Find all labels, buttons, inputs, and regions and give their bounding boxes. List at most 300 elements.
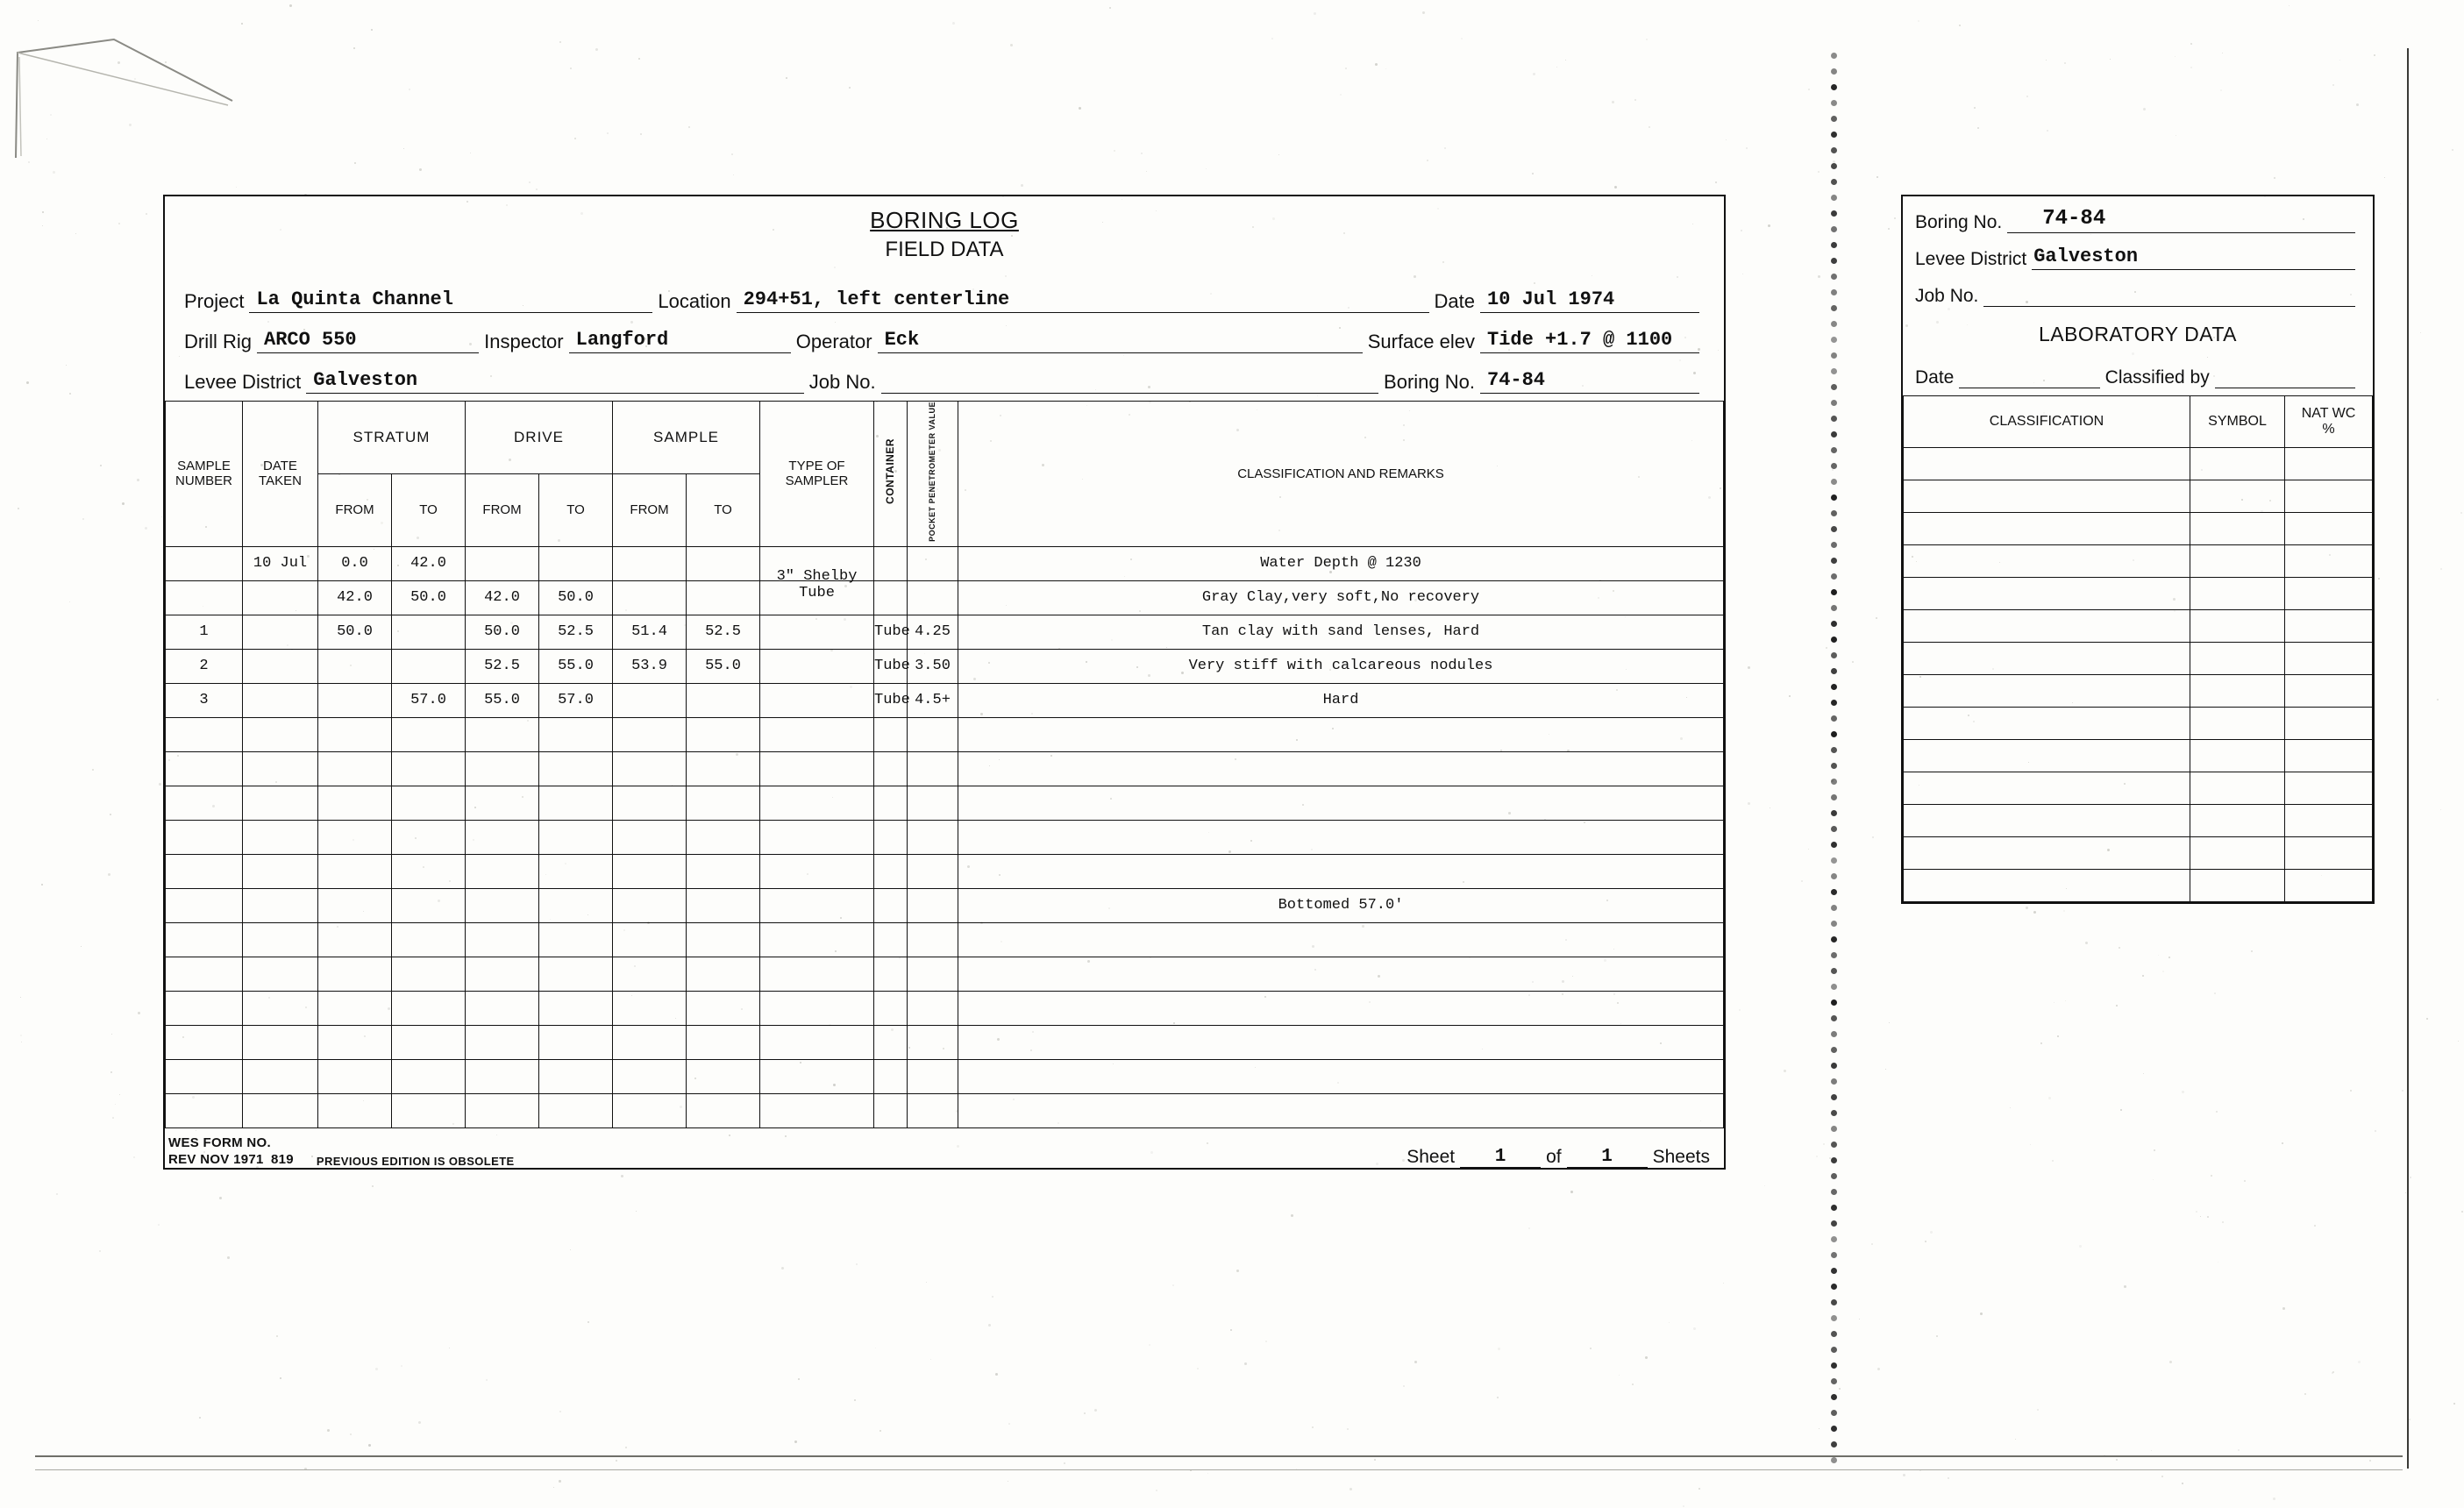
lab-nat-wc-cell[interactable] bbox=[2285, 578, 2373, 610]
drill-rig-input[interactable] bbox=[257, 328, 479, 353]
sample-number-cell[interactable] bbox=[166, 991, 243, 1025]
stratum-to-cell[interactable] bbox=[392, 888, 466, 922]
lab-symbol-cell[interactable] bbox=[2190, 708, 2285, 740]
drive-to-cell[interactable] bbox=[539, 1025, 613, 1059]
sample-from-cell[interactable] bbox=[613, 683, 687, 717]
lab-job-no-input[interactable] bbox=[1983, 283, 2355, 307]
date-taken-cell[interactable] bbox=[243, 786, 318, 820]
container-cell[interactable] bbox=[874, 751, 908, 786]
type-of-sampler-cell[interactable] bbox=[760, 991, 874, 1025]
drive-to-cell[interactable] bbox=[539, 1093, 613, 1127]
drive-to-cell[interactable] bbox=[539, 751, 613, 786]
container-cell[interactable] bbox=[874, 991, 908, 1025]
lab-nat-wc-cell[interactable] bbox=[2285, 708, 2373, 740]
date-taken-cell[interactable] bbox=[243, 580, 318, 615]
drive-to-cell[interactable] bbox=[539, 717, 613, 751]
type-of-sampler-cell[interactable] bbox=[760, 751, 874, 786]
classification-remarks-cell[interactable]: Bottomed 57.0' bbox=[958, 888, 1724, 922]
lab-date-input[interactable] bbox=[1959, 365, 2099, 388]
drive-from-cell[interactable] bbox=[466, 991, 539, 1025]
stratum-to-cell[interactable] bbox=[392, 1059, 466, 1093]
table-row[interactable] bbox=[166, 854, 1724, 888]
sample-to-cell[interactable] bbox=[687, 786, 760, 820]
stratum-from-cell[interactable]: 0.0 bbox=[318, 546, 392, 580]
pocket-penetrometer-cell[interactable] bbox=[908, 957, 958, 991]
lab-classification-cell[interactable] bbox=[1904, 837, 2190, 870]
container-cell[interactable] bbox=[874, 1025, 908, 1059]
lab-symbol-cell[interactable] bbox=[2190, 837, 2285, 870]
type-of-sampler-cell[interactable] bbox=[760, 922, 874, 957]
classification-remarks-cell[interactable]: Tan clay with sand lenses, Hard bbox=[958, 615, 1724, 649]
sample-to-cell[interactable] bbox=[687, 957, 760, 991]
list-item[interactable] bbox=[1904, 643, 2373, 675]
sample-to-cell[interactable]: 55.0 bbox=[687, 649, 760, 683]
container-cell[interactable] bbox=[874, 580, 908, 615]
classification-remarks-cell[interactable] bbox=[958, 991, 1724, 1025]
date-taken-cell[interactable] bbox=[243, 957, 318, 991]
stratum-from-cell[interactable] bbox=[318, 683, 392, 717]
surface-elev-input[interactable] bbox=[1480, 328, 1699, 353]
sample-number-cell[interactable]: 1 bbox=[166, 615, 243, 649]
pocket-penetrometer-cell[interactable] bbox=[908, 1025, 958, 1059]
type-of-sampler-cell[interactable] bbox=[760, 820, 874, 854]
sample-to-cell[interactable] bbox=[687, 1025, 760, 1059]
type-of-sampler-cell[interactable] bbox=[760, 717, 874, 751]
stratum-from-cell[interactable] bbox=[318, 957, 392, 991]
table-row[interactable] bbox=[166, 615, 1724, 649]
list-item[interactable] bbox=[1904, 805, 2373, 837]
drive-from-cell[interactable] bbox=[466, 546, 539, 580]
sample-number-cell[interactable]: 2 bbox=[166, 649, 243, 683]
lab-nat-wc-cell[interactable] bbox=[2285, 805, 2373, 837]
list-item[interactable] bbox=[1904, 578, 2373, 610]
list-item[interactable] bbox=[1904, 708, 2373, 740]
lab-classification-cell[interactable] bbox=[1904, 513, 2190, 545]
lab-nat-wc-cell[interactable] bbox=[2285, 772, 2373, 805]
sample-from-cell[interactable] bbox=[613, 854, 687, 888]
sample-number-cell[interactable]: 3 bbox=[166, 683, 243, 717]
pocket-penetrometer-cell[interactable] bbox=[908, 786, 958, 820]
type-of-sampler-cell[interactable] bbox=[760, 957, 874, 991]
lab-symbol-cell[interactable] bbox=[2190, 740, 2285, 772]
drive-from-cell[interactable]: 50.0 bbox=[466, 615, 539, 649]
container-cell[interactable]: Tube bbox=[874, 649, 908, 683]
lab-symbol-cell[interactable] bbox=[2190, 448, 2285, 480]
date-taken-cell[interactable] bbox=[243, 820, 318, 854]
pocket-penetrometer-cell[interactable] bbox=[908, 888, 958, 922]
table-row[interactable] bbox=[166, 922, 1724, 957]
lab-symbol-cell[interactable] bbox=[2190, 513, 2285, 545]
table-row[interactable] bbox=[166, 1093, 1724, 1127]
stratum-from-cell[interactable] bbox=[318, 991, 392, 1025]
list-item[interactable] bbox=[1904, 675, 2373, 708]
sample-from-cell[interactable] bbox=[613, 717, 687, 751]
sample-from-cell[interactable] bbox=[613, 751, 687, 786]
classification-remarks-cell[interactable] bbox=[958, 922, 1724, 957]
lab-nat-wc-cell[interactable] bbox=[2285, 545, 2373, 578]
type-of-sampler-cell[interactable]: 3" Shelby Tube bbox=[760, 568, 874, 602]
lab-classification-cell[interactable] bbox=[1904, 643, 2190, 675]
container-cell[interactable] bbox=[874, 820, 908, 854]
sample-number-cell[interactable] bbox=[166, 546, 243, 580]
list-item[interactable] bbox=[1904, 513, 2373, 545]
sample-to-cell[interactable] bbox=[687, 580, 760, 615]
type-of-sampler-cell[interactable] bbox=[760, 888, 874, 922]
sample-from-cell[interactable] bbox=[613, 786, 687, 820]
drive-to-cell[interactable] bbox=[539, 1059, 613, 1093]
pocket-penetrometer-cell[interactable] bbox=[908, 820, 958, 854]
container-cell[interactable] bbox=[874, 1059, 908, 1093]
pocket-penetrometer-cell[interactable] bbox=[908, 580, 958, 615]
table-row[interactable] bbox=[166, 786, 1724, 820]
pocket-penetrometer-cell[interactable] bbox=[908, 717, 958, 751]
stratum-from-cell[interactable] bbox=[318, 888, 392, 922]
list-item[interactable] bbox=[1904, 545, 2373, 578]
lab-nat-wc-cell[interactable] bbox=[2285, 675, 2373, 708]
list-item[interactable] bbox=[1904, 448, 2373, 480]
date-label: Date bbox=[1434, 290, 1475, 312]
classification-remarks-cell[interactable] bbox=[958, 820, 1724, 854]
lab-classification-cell[interactable] bbox=[1904, 740, 2190, 772]
lab-nat-wc-cell[interactable] bbox=[2285, 643, 2373, 675]
table-row[interactable] bbox=[166, 649, 1724, 683]
type-of-sampler-cell[interactable] bbox=[760, 1059, 874, 1093]
lab-nat-wc-cell[interactable] bbox=[2285, 870, 2373, 902]
stratum-to-cell[interactable] bbox=[392, 854, 466, 888]
job-no-input[interactable] bbox=[881, 368, 1378, 394]
lab-classification-cell[interactable] bbox=[1904, 870, 2190, 902]
stratum-from-cell[interactable] bbox=[318, 1025, 392, 1059]
stratum-to-cell[interactable] bbox=[392, 786, 466, 820]
table-row[interactable] bbox=[166, 683, 1724, 717]
drive-from-cell[interactable] bbox=[466, 786, 539, 820]
pocket-penetrometer-cell[interactable] bbox=[908, 1093, 958, 1127]
list-item[interactable] bbox=[1904, 870, 2373, 902]
sample-to-cell[interactable] bbox=[687, 717, 760, 751]
stratum-to-cell[interactable] bbox=[392, 1093, 466, 1127]
drive-from-cell[interactable] bbox=[466, 1025, 539, 1059]
classification-remarks-cell[interactable] bbox=[958, 1093, 1724, 1127]
drive-to-cell[interactable]: 50.0 bbox=[539, 580, 613, 615]
sample-from-cell[interactable] bbox=[613, 922, 687, 957]
stratum-from-cell[interactable] bbox=[318, 717, 392, 751]
container-cell[interactable]: Tube bbox=[874, 615, 908, 649]
lab-nat-wc-cell[interactable] bbox=[2285, 448, 2373, 480]
sample-to-cell[interactable] bbox=[687, 1093, 760, 1127]
container-cell[interactable] bbox=[874, 1093, 908, 1127]
sheet-number-input[interactable]: 1 bbox=[1460, 1147, 1541, 1168]
lab-classification-cell[interactable] bbox=[1904, 675, 2190, 708]
drive-from-cell[interactable]: 52.5 bbox=[466, 649, 539, 683]
sample-from-cell[interactable] bbox=[613, 1025, 687, 1059]
drive-from-cell[interactable] bbox=[466, 820, 539, 854]
location-input[interactable] bbox=[737, 288, 1429, 313]
col-type-of-sampler-line2: SAMPLER bbox=[785, 473, 849, 489]
container-cell[interactable] bbox=[874, 546, 908, 580]
sample-to-cell[interactable] bbox=[687, 751, 760, 786]
project-input[interactable] bbox=[249, 288, 652, 313]
date-taken-cell[interactable] bbox=[243, 922, 318, 957]
drive-from-cell[interactable] bbox=[466, 751, 539, 786]
drive-from-cell[interactable] bbox=[466, 957, 539, 991]
list-item[interactable] bbox=[1904, 772, 2373, 805]
table-row[interactable] bbox=[166, 751, 1724, 786]
sample-from-cell[interactable] bbox=[613, 546, 687, 580]
container-cell[interactable]: Tube bbox=[874, 683, 908, 717]
table-row[interactable] bbox=[166, 888, 1724, 922]
stratum-to-cell[interactable]: 57.0 bbox=[392, 683, 466, 717]
sample-number-cell[interactable] bbox=[166, 580, 243, 615]
levee-district-input[interactable] bbox=[306, 368, 803, 394]
lab-levee-district-input[interactable] bbox=[2032, 246, 2355, 270]
drive-from-cell[interactable] bbox=[466, 854, 539, 888]
table-row[interactable] bbox=[166, 580, 1724, 615]
sample-from-cell[interactable]: 53.9 bbox=[613, 649, 687, 683]
container-cell[interactable] bbox=[874, 922, 908, 957]
lab-nat-wc-cell[interactable] bbox=[2285, 837, 2373, 870]
sample-from-cell[interactable] bbox=[613, 580, 687, 615]
operator-input[interactable] bbox=[878, 328, 1363, 353]
sample-from-cell[interactable] bbox=[613, 957, 687, 991]
lab-symbol-cell[interactable] bbox=[2190, 578, 2285, 610]
col-stratum-to: TO bbox=[392, 473, 466, 546]
type-of-sampler-cell[interactable] bbox=[760, 854, 874, 888]
stratum-to-cell[interactable] bbox=[392, 957, 466, 991]
sample-number-cell[interactable] bbox=[166, 820, 243, 854]
boring-no-input[interactable] bbox=[1480, 368, 1699, 394]
lab-boring-no-input[interactable] bbox=[2007, 207, 2355, 233]
drive-to-cell[interactable] bbox=[539, 854, 613, 888]
drive-to-cell[interactable] bbox=[539, 888, 613, 922]
classification-remarks-cell[interactable] bbox=[958, 1059, 1724, 1093]
binder-hole-column bbox=[1831, 53, 1840, 1464]
classification-remarks-cell[interactable] bbox=[958, 854, 1724, 888]
lab-classification-cell[interactable] bbox=[1904, 805, 2190, 837]
sample-number-cell[interactable] bbox=[166, 1093, 243, 1127]
table-row[interactable] bbox=[166, 1025, 1724, 1059]
date-taken-cell[interactable] bbox=[243, 717, 318, 751]
sample-from-cell[interactable] bbox=[613, 1093, 687, 1127]
table-row[interactable] bbox=[166, 717, 1724, 751]
sample-from-cell[interactable] bbox=[613, 1059, 687, 1093]
drive-to-cell[interactable]: 57.0 bbox=[539, 683, 613, 717]
date-taken-cell[interactable] bbox=[243, 1093, 318, 1127]
container-cell[interactable] bbox=[874, 786, 908, 820]
lab-nat-wc-cell[interactable] bbox=[2285, 610, 2373, 643]
pocket-penetrometer-cell[interactable]: 3.50 bbox=[908, 649, 958, 683]
stratum-to-cell[interactable] bbox=[392, 649, 466, 683]
lab-symbol-cell[interactable] bbox=[2190, 643, 2285, 675]
drive-from-cell[interactable]: 55.0 bbox=[466, 683, 539, 717]
sample-number-cell[interactable] bbox=[166, 922, 243, 957]
lab-classification-cell[interactable] bbox=[1904, 772, 2190, 805]
classification-remarks-cell[interactable]: Very stiff with calcareous nodules bbox=[958, 649, 1724, 683]
drive-to-cell[interactable] bbox=[539, 991, 613, 1025]
lab-classification-cell[interactable] bbox=[1904, 480, 2190, 513]
pocket-penetrometer-cell[interactable] bbox=[908, 991, 958, 1025]
stratum-from-cell[interactable] bbox=[318, 751, 392, 786]
sample-number-cell[interactable] bbox=[166, 1059, 243, 1093]
date-taken-cell[interactable] bbox=[243, 1025, 318, 1059]
date-input[interactable] bbox=[1480, 288, 1699, 313]
sample-to-cell[interactable] bbox=[687, 991, 760, 1025]
stratum-to-cell[interactable] bbox=[392, 1025, 466, 1059]
stratum-from-cell[interactable] bbox=[318, 649, 392, 683]
drive-to-cell[interactable] bbox=[539, 957, 613, 991]
stratum-to-cell[interactable]: 42.0 bbox=[392, 546, 466, 580]
list-item[interactable] bbox=[1904, 837, 2373, 870]
list-item[interactable] bbox=[1904, 740, 2373, 772]
drive-from-cell[interactable] bbox=[466, 1059, 539, 1093]
stratum-to-cell[interactable] bbox=[392, 820, 466, 854]
date-taken-cell[interactable] bbox=[243, 649, 318, 683]
table-row[interactable] bbox=[166, 546, 1724, 580]
drive-to-cell[interactable] bbox=[539, 786, 613, 820]
container-cell[interactable] bbox=[874, 957, 908, 991]
stratum-to-cell[interactable] bbox=[392, 751, 466, 786]
pocket-penetrometer-cell[interactable]: 4.5+ bbox=[908, 683, 958, 717]
date-taken-cell[interactable] bbox=[243, 683, 318, 717]
sheet-total-input[interactable]: 1 bbox=[1567, 1147, 1648, 1168]
sample-from-cell[interactable] bbox=[613, 991, 687, 1025]
date-taken-cell[interactable] bbox=[243, 615, 318, 649]
pocket-penetrometer-cell[interactable]: 4.25 bbox=[908, 615, 958, 649]
sample-from-cell[interactable] bbox=[613, 820, 687, 854]
list-item[interactable] bbox=[1904, 610, 2373, 643]
table-row[interactable] bbox=[166, 1059, 1724, 1093]
table-row[interactable] bbox=[166, 820, 1724, 854]
lab-symbol-cell[interactable] bbox=[2190, 480, 2285, 513]
date-taken-cell[interactable] bbox=[243, 1059, 318, 1093]
pocket-penetrometer-cell[interactable] bbox=[908, 922, 958, 957]
classification-remarks-cell[interactable]: Gray Clay,very soft,No recovery bbox=[958, 580, 1724, 615]
sample-to-cell[interactable] bbox=[687, 1059, 760, 1093]
drive-from-cell[interactable] bbox=[466, 1093, 539, 1127]
sample-number-cell[interactable] bbox=[166, 1025, 243, 1059]
drive-from-cell[interactable] bbox=[466, 717, 539, 751]
container-cell[interactable] bbox=[874, 854, 908, 888]
drive-to-cell[interactable] bbox=[539, 546, 613, 580]
sample-number-cell[interactable] bbox=[166, 751, 243, 786]
lab-symbol-cell[interactable] bbox=[2190, 772, 2285, 805]
container-cell[interactable] bbox=[874, 717, 908, 751]
lab-classification-cell[interactable] bbox=[1904, 610, 2190, 643]
sample-to-cell[interactable]: 52.5 bbox=[687, 615, 760, 649]
stratum-from-cell[interactable] bbox=[318, 1059, 392, 1093]
stratum-to-cell[interactable] bbox=[392, 991, 466, 1025]
date-taken-cell[interactable] bbox=[243, 854, 318, 888]
inspector-input[interactable] bbox=[569, 328, 791, 353]
drive-from-cell[interactable]: 42.0 bbox=[466, 580, 539, 615]
sample-to-cell[interactable] bbox=[687, 922, 760, 957]
type-of-sampler-cell[interactable] bbox=[760, 683, 874, 717]
sample-to-cell[interactable] bbox=[687, 820, 760, 854]
stratum-from-cell[interactable]: 42.0 bbox=[318, 580, 392, 615]
drive-to-cell[interactable]: 55.0 bbox=[539, 649, 613, 683]
type-of-sampler-cell[interactable] bbox=[760, 615, 874, 649]
pocket-penetrometer-cell[interactable] bbox=[908, 854, 958, 888]
lab-nat-wc-cell[interactable] bbox=[2285, 740, 2373, 772]
stratum-to-cell[interactable] bbox=[392, 615, 466, 649]
type-of-sampler-cell[interactable] bbox=[760, 1025, 874, 1059]
lab-symbol-cell[interactable] bbox=[2190, 545, 2285, 578]
container-cell[interactable] bbox=[874, 888, 908, 922]
sample-to-cell[interactable] bbox=[687, 854, 760, 888]
drive-to-cell[interactable] bbox=[539, 820, 613, 854]
sample-to-cell[interactable] bbox=[687, 683, 760, 717]
lab-symbol-cell[interactable] bbox=[2190, 805, 2285, 837]
stratum-from-cell[interactable] bbox=[318, 820, 392, 854]
stratum-to-cell[interactable]: 50.0 bbox=[392, 580, 466, 615]
sample-number-cell[interactable] bbox=[166, 854, 243, 888]
table-row[interactable] bbox=[166, 991, 1724, 1025]
lab-classification-cell[interactable] bbox=[1904, 545, 2190, 578]
lab-nat-wc-cell[interactable] bbox=[2285, 480, 2373, 513]
stratum-from-cell[interactable] bbox=[318, 922, 392, 957]
sample-from-cell[interactable]: 51.4 bbox=[613, 615, 687, 649]
classification-remarks-cell[interactable] bbox=[958, 717, 1724, 751]
classification-remarks-cell[interactable] bbox=[958, 1025, 1724, 1059]
lab-classification-cell[interactable] bbox=[1904, 448, 2190, 480]
date-taken-cell[interactable]: 10 Jul bbox=[243, 546, 318, 580]
lab-classified-by-input[interactable] bbox=[2215, 365, 2355, 388]
lab-symbol-cell[interactable] bbox=[2190, 610, 2285, 643]
type-of-sampler-cell[interactable] bbox=[760, 649, 874, 683]
page-edge-bottom-secondary bbox=[35, 1469, 2403, 1470]
classification-remarks-cell[interactable] bbox=[958, 957, 1724, 991]
pocket-penetrometer-cell[interactable] bbox=[908, 751, 958, 786]
stratum-from-cell[interactable]: 50.0 bbox=[318, 615, 392, 649]
sample-from-cell[interactable] bbox=[613, 888, 687, 922]
table-row[interactable] bbox=[166, 957, 1724, 991]
drive-from-cell[interactable] bbox=[466, 888, 539, 922]
type-of-sampler-cell[interactable] bbox=[760, 1093, 874, 1127]
date-taken-cell[interactable] bbox=[243, 991, 318, 1025]
sample-number-cell[interactable] bbox=[166, 717, 243, 751]
classification-remarks-cell[interactable] bbox=[958, 751, 1724, 786]
pocket-penetrometer-cell[interactable] bbox=[908, 546, 958, 580]
col-drive: DRIVE bbox=[466, 402, 613, 474]
stratum-from-cell[interactable] bbox=[318, 786, 392, 820]
sample-number-cell[interactable] bbox=[166, 888, 243, 922]
stratum-to-cell[interactable] bbox=[392, 922, 466, 957]
stratum-from-cell[interactable] bbox=[318, 854, 392, 888]
date-taken-cell[interactable] bbox=[243, 751, 318, 786]
date-taken-cell[interactable] bbox=[243, 888, 318, 922]
col-pocket-penetrometer bbox=[908, 402, 958, 547]
classification-remarks-cell[interactable]: Water Depth @ 1230 bbox=[958, 546, 1724, 580]
lab-nat-wc-cell[interactable] bbox=[2285, 513, 2373, 545]
sample-to-cell[interactable] bbox=[687, 546, 760, 580]
list-item[interactable] bbox=[1904, 480, 2373, 513]
stratum-to-cell[interactable] bbox=[392, 717, 466, 751]
lab-classification-cell[interactable] bbox=[1904, 708, 2190, 740]
drive-to-cell[interactable] bbox=[539, 922, 613, 957]
stratum-from-cell[interactable] bbox=[318, 1093, 392, 1127]
pocket-penetrometer-cell[interactable] bbox=[908, 1059, 958, 1093]
drive-to-cell[interactable]: 52.5 bbox=[539, 615, 613, 649]
sample-number-cell[interactable] bbox=[166, 786, 243, 820]
lab-symbol-cell[interactable] bbox=[2190, 675, 2285, 708]
sample-to-cell[interactable] bbox=[687, 888, 760, 922]
drive-from-cell[interactable] bbox=[466, 922, 539, 957]
sample-number-cell[interactable] bbox=[166, 957, 243, 991]
classification-remarks-cell[interactable]: Hard bbox=[958, 683, 1724, 717]
lab-classification-cell[interactable] bbox=[1904, 578, 2190, 610]
classification-remarks-cell[interactable] bbox=[958, 786, 1724, 820]
lab-symbol-cell[interactable] bbox=[2190, 870, 2285, 902]
type-of-sampler-cell[interactable] bbox=[760, 786, 874, 820]
